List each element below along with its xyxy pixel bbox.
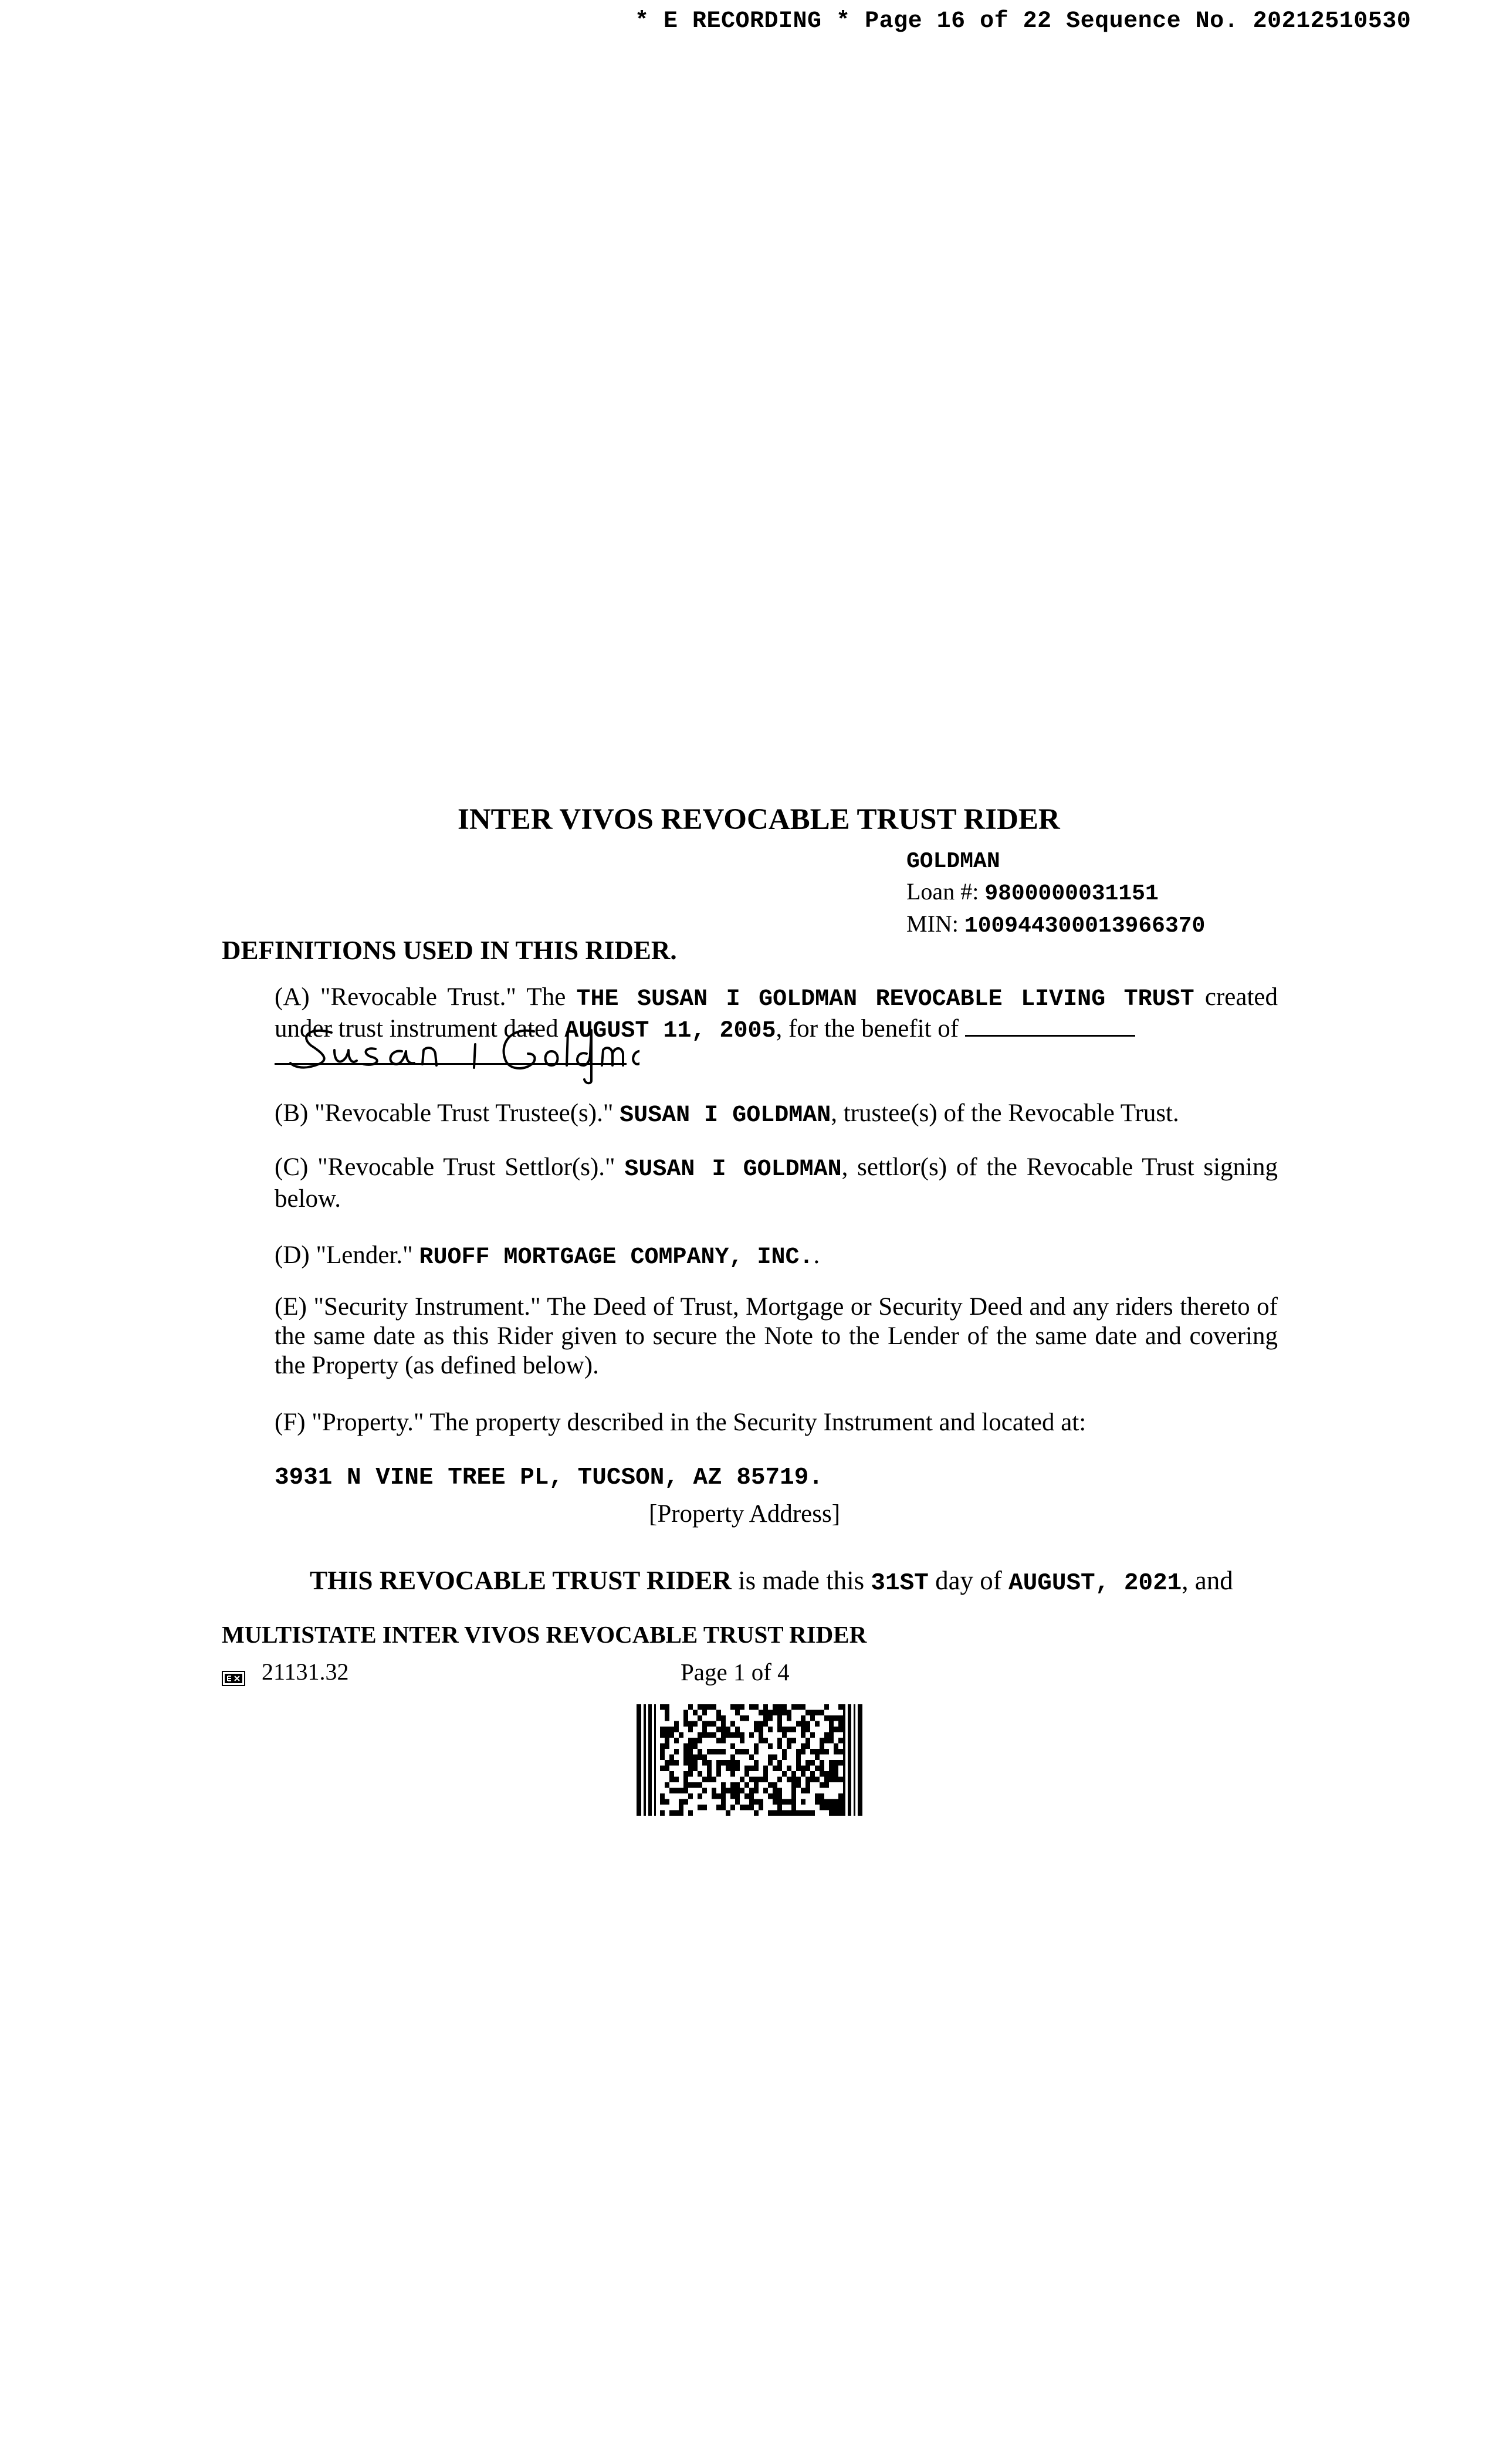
- rider-made-lead: THIS REVOCABLE TRUST RIDER: [310, 1566, 732, 1595]
- handwritten-signature: [276, 1021, 639, 1085]
- page-number: Page 1 of 4: [681, 1659, 790, 1685]
- def-b-suffix: , trustee(s) of the Revocable Trust.: [831, 1099, 1179, 1127]
- def-d-suffix: .: [813, 1241, 820, 1269]
- definition-trustee: [275, 1099, 1278, 1131]
- footer-title: MULTISTATE INTER VIVOS REVOCABLE TRUST RIDER: [222, 1621, 867, 1648]
- rider-made-line: [310, 1565, 1278, 1597]
- def-d-prefix: (D) "Lender.": [275, 1241, 413, 1269]
- rider-made-text3: , and: [1182, 1566, 1233, 1595]
- rider-made-text2: day of: [935, 1566, 1002, 1595]
- def-a-suffix: , for the benefit of: [776, 1015, 959, 1043]
- rider-month-year: AUGUST, 2021: [1008, 1570, 1182, 1597]
- definitions-heading: DEFINITIONS USED IN THIS RIDER.: [222, 936, 677, 965]
- def-a-prefix: (A) "Revocable Trust." The: [275, 983, 566, 1011]
- trust-name: THE SUSAN I GOLDMAN REVOCABLE LIVING TRUST: [576, 986, 1194, 1013]
- min-number-row: [906, 909, 1205, 941]
- document-title: INTER VIVOS REVOCABLE TRUST RIDER: [458, 803, 1060, 836]
- definition-property: (F) "Property." The property described in the Security Instrument and located at:: [275, 1409, 1087, 1436]
- lender-name: RUOFF MORTGAGE COMPANY, INC.: [419, 1244, 814, 1271]
- borrower-info: [906, 847, 1205, 941]
- trustee-name: SUSAN I GOLDMAN: [620, 1102, 831, 1129]
- definition-security-instrument: (E) "Security Instrument." The Deed of Trust, Mortgage or Security Deed and any riders thereto of the same date as this Rider given to secure the Note to the Lender of the same date and covering the Property (as defined below).: [275, 1293, 1278, 1379]
- definition-settlor: [275, 1153, 1278, 1214]
- trust-date: AUGUST 11, 2005: [564, 1018, 776, 1044]
- beneficiary-blank-line: [965, 1017, 1135, 1037]
- settlor-name: SUSAN I GOLDMAN: [624, 1156, 842, 1183]
- recording-header: * E RECORDING * Page 16 of 22 Sequence No. 20212510530: [635, 8, 1412, 35]
- loan-label: Loan #:: [906, 878, 979, 905]
- property-address-caption: [Property Address]: [649, 1500, 841, 1528]
- def-c-prefix: (C) "Revocable Trust Settlor(s).": [275, 1153, 615, 1181]
- form-number-text: 21131.32: [262, 1659, 349, 1685]
- form-logo-icon: [222, 1664, 245, 1680]
- def-b-prefix: (B) "Revocable Trust Trustee(s).": [275, 1099, 614, 1127]
- loan-number-row: [906, 876, 1205, 909]
- min-label: MIN:: [906, 911, 959, 937]
- borrower-name: GOLDMAN: [906, 849, 1000, 874]
- form-number: [222, 1658, 349, 1685]
- rider-made-text1: is made this: [738, 1566, 865, 1595]
- barcode-image: [637, 1704, 862, 1816]
- min-number: 100944300013966370: [964, 913, 1206, 939]
- def-a-mid: created under trust instrument dated: [275, 983, 1278, 1043]
- property-address: 3931 N VINE TREE PL, TUCSON, AZ 85719.: [275, 1464, 823, 1491]
- loan-number: 9800000031151: [984, 881, 1159, 906]
- def-c-suffix: , settlor(s) of the Revocable Trust signing below.: [275, 1153, 1278, 1213]
- definition-lender: [275, 1241, 1278, 1272]
- rider-day: 31ST: [871, 1570, 929, 1597]
